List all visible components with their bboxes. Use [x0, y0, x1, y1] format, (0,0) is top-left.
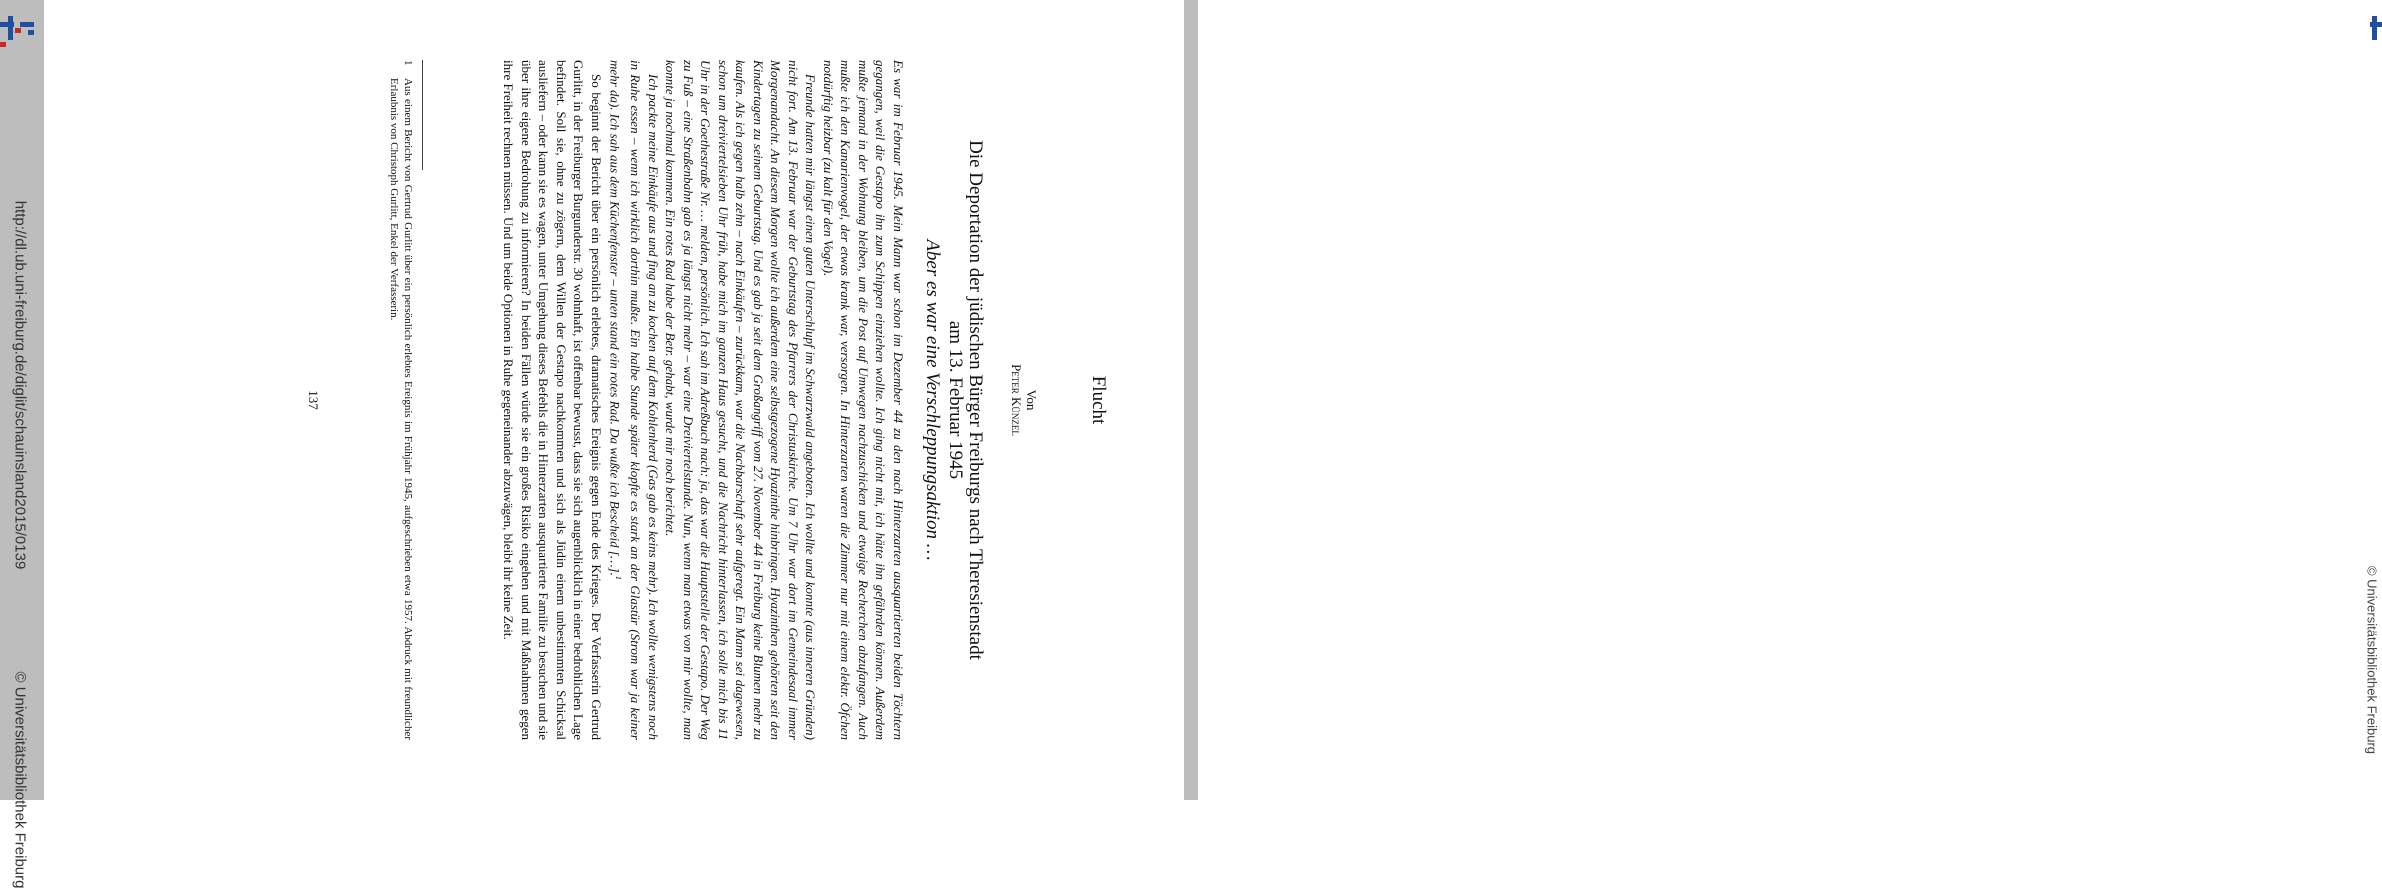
article-kicker: Aber es war eine Verschleppungsaktion …: [922, 239, 943, 561]
rotated-page-content: [225, 20, 1115, 780]
scanned-page: [225, 0, 1115, 800]
quote-paragraph-2: Freunde hatten mir längst einen guten Unterschlupf im Schwarzwald angeboten. Ich wollte und konnte (aus inneren Gründen) nicht fort. Am 13. Februar war der Geburtstag des Pfarrers der Christuskirche. Um 7 Uhr war dort im Gemeindesaal immer Morgenandacht. An diesem Morgen wollte ich außerdem eine selbstgezogene Hyazinthe hinbringen. Hyazinthen gehörten seit den Kindertagen zu seinem Geburtstag. Und es gab ja seit dem Großangriff vom 27. November 44 in Freiburg keine Blumen mehr zu kaufen. Als ich gegen halb zehn – nach Einkäufen – zurückkam, war die Nachbarschaft sehr aufgeregt. Ein Mann sei dagewesen, schon um dreiviertelsieben Uhr früh, habe mich im ganzen Haus gesucht, und die Nachricht hinterlassen, ich solle mich bis 11 Uhr in der Goethestraße Nr. … melden, persönlich. Ich sah im Adreßbuch nach: ja, das war die Hauptstelle der Gestapo. Der Weg zu Fuß – eine Straßenbahn gab es ja längst nicht mehr – war eine Dreiviertelstunde. Nun, wenn man etwas von mir wollte, man konnte ja nochmal kommen. Ein rotes Rad habe der Betr. gehabt, wurde mir noch berichtet.: [663, 60, 819, 740]
section-heading: Flucht: [1088, 375, 1109, 425]
byline: [1009, 20, 1039, 780]
page-number: 137: [306, 390, 321, 410]
quote-paragraph-3: [606, 60, 662, 740]
footnote-rule: [422, 60, 423, 170]
library-logo-icon: [0, 16, 36, 48]
body-paragraph: So beginnt der Bericht über ein persönlich erlebtes, dramatisches Ereignis gegen Ende des Krieges. Der Verfasserin Gertrud Gurlitt, in der Freiburger Burgunderstr. 30 wohnhaft, ist offenbar bewusst, dass sie sich augenblicklich in einer bedrohlichen Lage befindet. Soll sie, ohne zu zögern, dem Willen der Gestapo nachkommen und sich als Jüdin einem unbestimmten Schicksal ausliefern – oder kann sie es wagen, unter Umgehung dieses Befehls die in Hinterzarten ausquartierte Familie zu besuchen und sie über ihre eigene Bedrohung zu informieren? In beiden Fällen würde sie ein großes Risiko eingehen und mit Maßnahmen gegen ihre Freiheit rechnen müssen. Und um beide Optionen in Ruhe gegeneinander abzuwägen, bleibt ihr keine Zeit.: [501, 60, 604, 740]
footnote-number: 1: [402, 60, 414, 66]
body-text: [500, 60, 605, 740]
byline-von: Von: [1024, 389, 1039, 411]
left-viewer-bar: [0, 0, 44, 889]
document-url[interactable]: http://dl.ub.uni-freiburg.de/diglit/schauinsland2015/0139: [11, 200, 29, 570]
quote-paragraph-1: Es war im Februar 1945. Mein Mann war schon im Dezember 44 zu den nach Hinterzarten ausquartierten beiden Töchtern gegangen, weil die Gestapo ihn zum Schippen einziehen wollte. Ich ging nicht mit, ich hätte ihn gefährden können. Außerdem mußte jemand in der Wohnung bleiben, um die Post auf Umwegen nachzuschicken und etwaige Recherchen abzufangen. Auch mußte ich den Kanarienvogel, der etwas krank war, versorgen. In Hinterzarten waren die Zimmer nur mit einem elektr. Öfchen notdürftig heizbar (zu kalt für den Vogel).: [821, 60, 906, 740]
library-logo-icon-right: [2370, 16, 2382, 48]
title-line-1: Die Deportation der jüdischen Bürger Freiburgs nach Theresienstadt: [965, 140, 986, 660]
footnote-marker[interactable]: 1: [614, 575, 623, 580]
article-title: [945, 20, 985, 780]
quote-paragraph-3-text: Ich packte meine Einkäufe aus und fing an zu kochen auf dem Kohlenherd (Gas gab es keins mehr). Ich wollte wenigstens noch in Ruhe essen – wenn ich wirklich dorthin mußte. Ein halbe Stunde später klopfte es stark an der Glastür (Strom war ja keiner mehr da). Ich sah aus dem Küchenfenster – unten stand ein rotes Rad. Da wußte ich Bescheid […].: [607, 60, 661, 740]
copyright-left: © Universitätsbibliothek Freiburg: [11, 671, 29, 889]
title-line-2: am 13. Februar 1945: [945, 320, 966, 480]
quoted-report: [606, 60, 907, 740]
author-name: Peter Künzel: [1009, 364, 1024, 436]
footnote: [387, 60, 415, 740]
right-viewer-bar: [1184, 0, 2380, 800]
footnote-text: Aus einem Bericht von Gertrud Gurlitt über ein persönlich erlebtes Ereignis im Frühjahr 1945, aufgeschrieben etwa 1957. Abdruck mit freundlicher Erlaubnis von Christoph Gurlitt, Enkel der Verfasserin.: [388, 78, 414, 740]
copyright-right: © Universitätsbibliothek Freiburg: [2364, 565, 2380, 755]
